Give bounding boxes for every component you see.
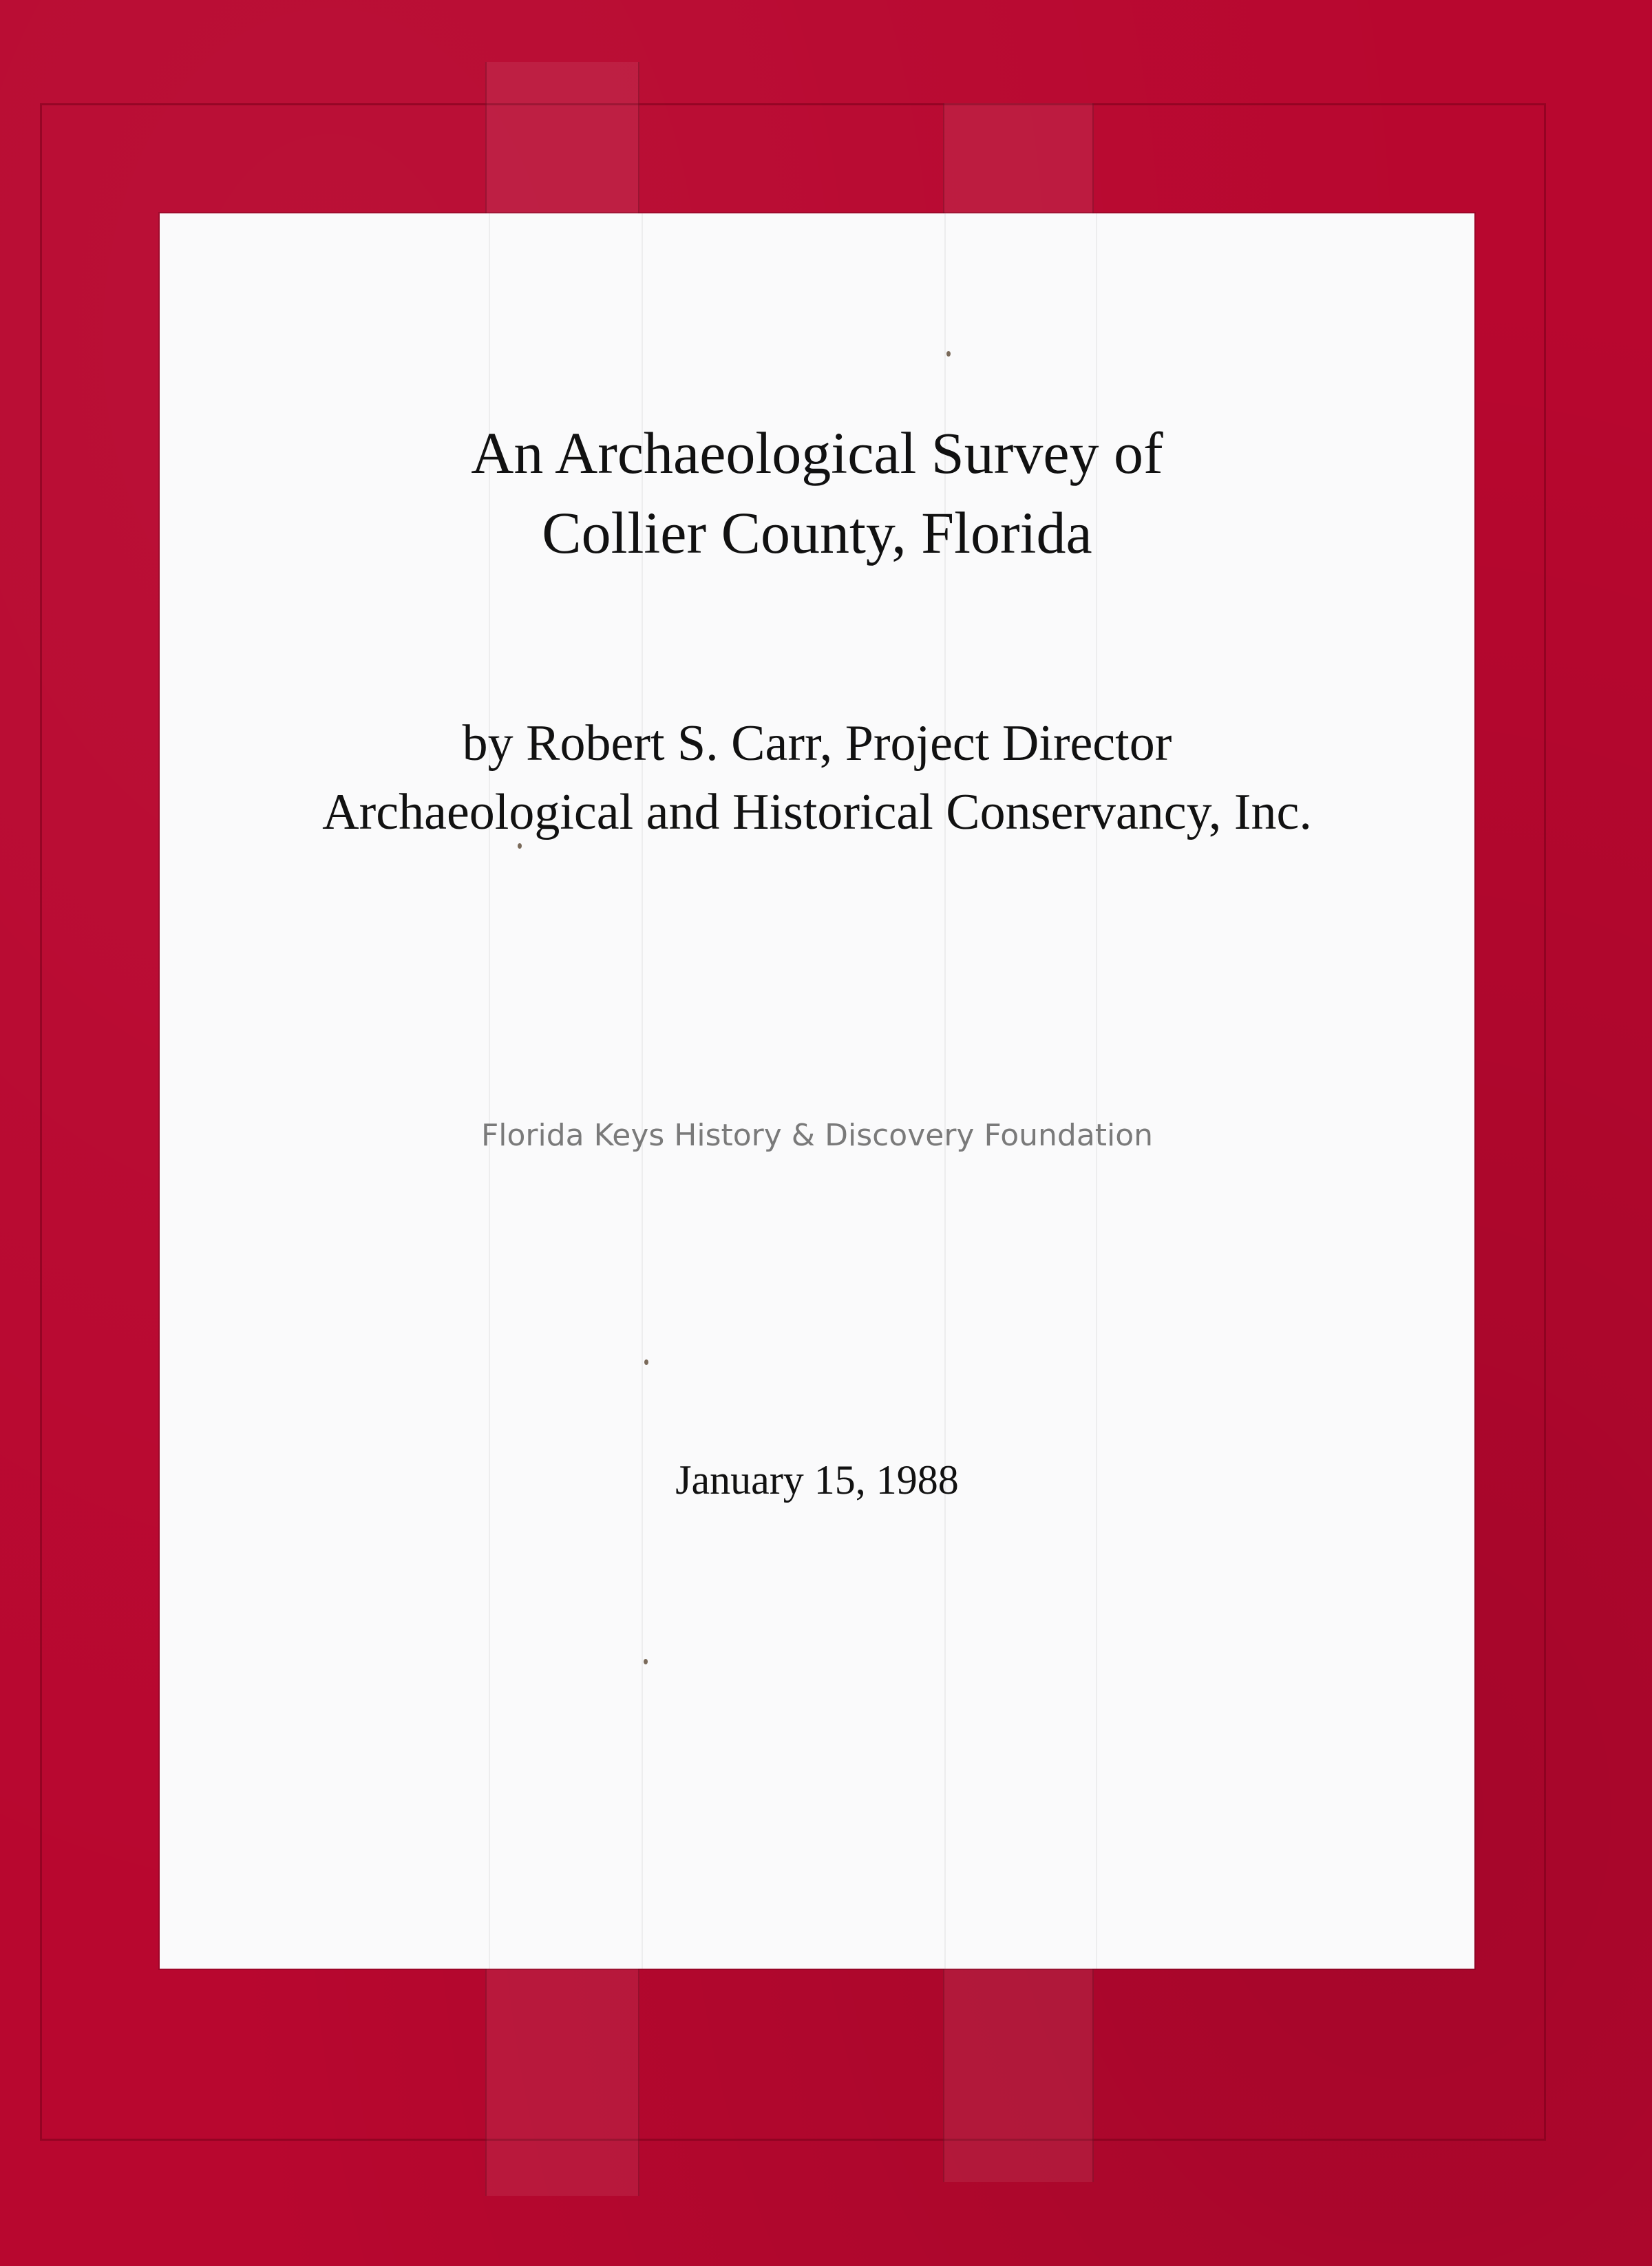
organization-line: Archaeological and Historical Conservancy, Inc.	[322, 784, 1312, 840]
report-title	[160, 413, 1474, 573]
paper-speck	[644, 1659, 648, 1664]
paper-speck	[644, 1359, 648, 1365]
author-block	[160, 709, 1474, 847]
title-page	[160, 213, 1474, 1969]
title-line-2: Collier County, Florida	[542, 500, 1092, 566]
title-line-1: An Archaeological Survey of	[471, 420, 1163, 486]
author-line: by Robert S. Carr, Project Director	[462, 715, 1172, 772]
paper-speck	[946, 351, 951, 357]
paper-speck	[518, 843, 522, 849]
report-date: January 15, 1988	[675, 1457, 959, 1503]
watermark: Florida Keys History & Discovery Foundation	[480, 1118, 1154, 1153]
